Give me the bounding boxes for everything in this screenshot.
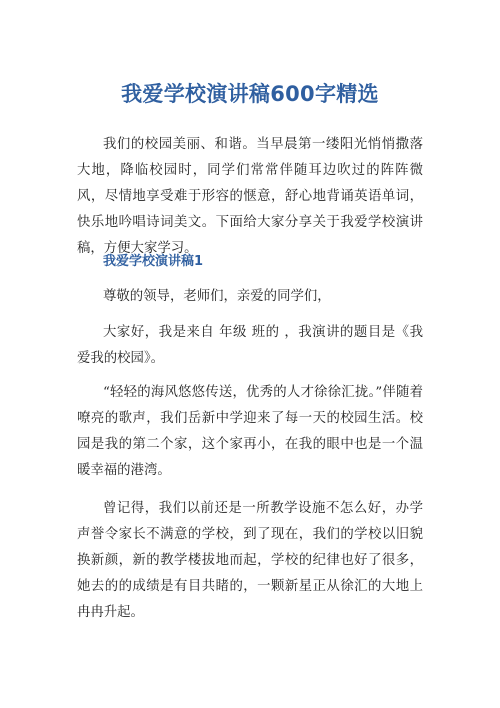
- poem-paragraph: “轻轻的海风悠悠传送，优秀的人才徐徐汇拢。”伴随着嘹亮的歌声，我们岳新中学迎来了每一天的校园生活。校园是我的第二个家，这个家再小，在我的眼中也是一个温暖幸福的港湾。: [77, 385, 423, 478]
- section-heading: 我爱学校演讲稿1: [103, 254, 204, 269]
- greeting-paragraph: 尊敬的领导，老师们，亲爱的同学们，: [103, 289, 331, 304]
- intro-paragraph: 我们的校园美丽、和谐。当早晨第一缕阳光悄悄撒落大地，降临校园时，同学们常常伴随耳边吹过的阵阵微风，尽情地享受难于形容的惬意，舒心地背诵英语单词，快乐地吟唱诗词美文。下面给大家分享关于我爱学校演讲稿，方便大家学习。: [77, 137, 423, 256]
- self-intro-paragraph: 大家好，我是来自 年级 班的 ，我演讲的题目是《我爱我的校园》。: [77, 325, 423, 366]
- past-paragraph: 曾记得，我们以前还是一所教学设施不怎么好，办学声誉令家长不满意的学校，到了现在，我们的学校以旧貌换新颜，新的教学楼拔地而起，学校的纪律也好了很多，她去的的成绩是有目共睹的，一颗新星正从徐汇的大地上冉冉升起。: [77, 501, 423, 620]
- page-title: 我爱学校演讲稿600字精选: [121, 82, 379, 107]
